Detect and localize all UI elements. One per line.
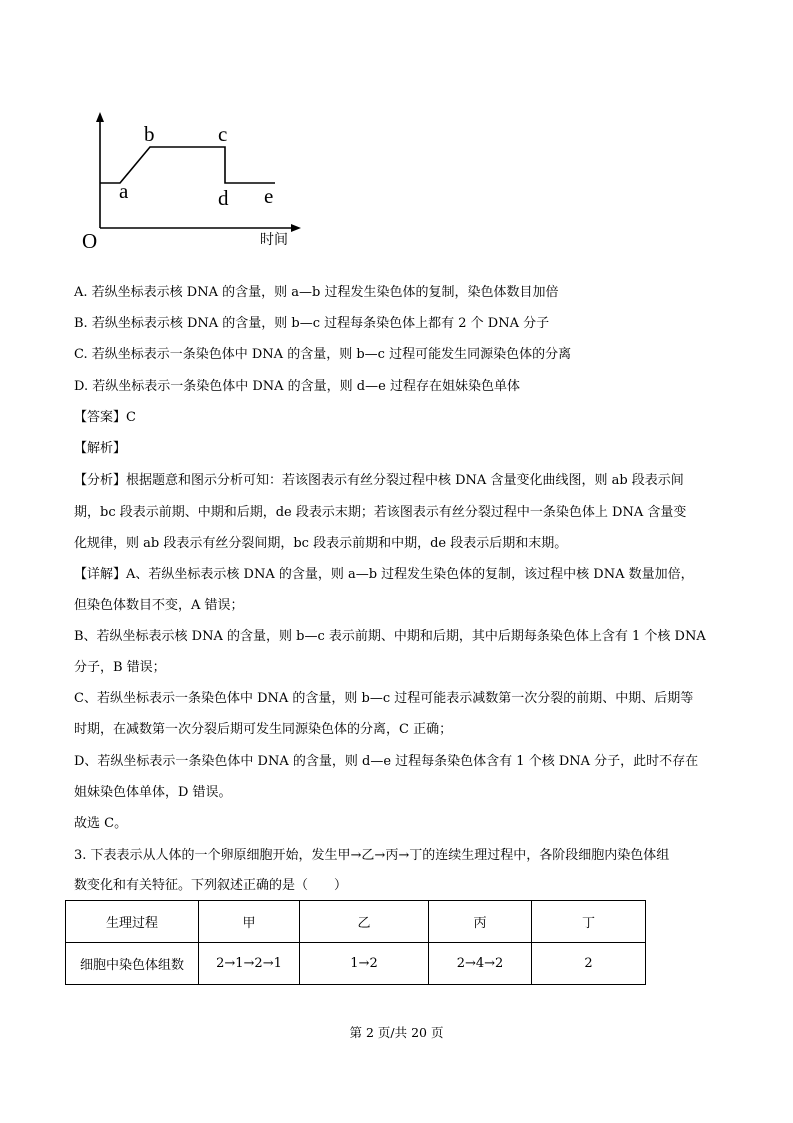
table-header-cell: 丁 <box>532 901 646 943</box>
table-header-cell: 甲 <box>199 901 300 943</box>
detail-line-1: 【详解】A、若纵坐标表示核 DNA 的含量，则 a—b 过程发生染色体的复制，该过程中核 DNA 数量加倍， <box>74 567 694 582</box>
table-header-cell: 乙 <box>300 901 429 943</box>
question3-line-2: 数变化和有关特征。下列叙述正确的是（ ） <box>74 878 348 893</box>
point-d-label: d <box>218 186 229 210</box>
table-cell: 2→4→2 <box>429 943 532 985</box>
table-row <box>66 943 646 985</box>
detail-line-5: C、若纵坐标表示一条染色体中 DNA 的含量，则 b—c 过程可能表示减数第一次分裂的前期、中期、后期等 <box>74 691 694 706</box>
dna-content-graph <box>82 108 312 258</box>
option-d: D. 若纵坐标表示一条染色体中 DNA 的含量，则 d—e 过程存在姐妹染色单体 <box>74 379 520 394</box>
detail-line-2: 但染色体数目不变，A 错误； <box>74 598 244 613</box>
table-cell: 2 <box>532 943 646 985</box>
chromosome-set-table <box>65 900 646 985</box>
table-cell: 细胞中染色体组数 <box>66 943 199 985</box>
table-cell: 1→2 <box>300 943 429 985</box>
x-axis-label: 时间 <box>260 232 288 248</box>
x-axis-arrow <box>291 224 301 232</box>
option-a: A. 若纵坐标表示核 DNA 的含量，则 a—b 过程发生染色体的复制，染色体数目加倍 <box>74 285 559 300</box>
point-b-label: b <box>144 122 155 146</box>
point-c-label: c <box>218 122 228 146</box>
y-axis-arrow <box>96 112 104 122</box>
question3-line-1: 3. 下表表示从人体的一个卵原细胞开始，发生甲→乙→丙→丁的连续生理过程中，各阶段细胞内染色体组 <box>74 848 670 863</box>
detail-line-8: 姐妹染色体单体，D 错误。 <box>74 785 232 800</box>
detail-line-9: 故选 C。 <box>74 816 128 831</box>
point-a-label: a <box>119 179 129 203</box>
detail-line-6: 时期，在减数第一次分裂后期可发生同源染色体的分离，C 正确； <box>74 722 453 737</box>
analysis-line-1: 【分析】根据题意和图示分析可知：若该图表示有丝分裂过程中核 DNA 含量变化曲线图，则 ab 段表示间 <box>74 473 684 488</box>
detail-line-4: 分子，B 错误； <box>74 660 166 675</box>
table-header-cell: 丙 <box>429 901 532 943</box>
content-curve <box>100 147 275 183</box>
table-header-cell: 生理过程 <box>66 901 199 943</box>
table-cell: 2→1→2→1 <box>199 943 300 985</box>
option-c: C. 若纵坐标表示一条染色体中 DNA 的含量，则 b—c 过程可能发生同源染色体的分离 <box>74 347 572 362</box>
analysis-line-3: 化规律，则 ab 段表示有丝分裂间期，bc 段表示前期和中期，de 段表示后期和末期。 <box>74 536 568 551</box>
answer-label: 【答案】C <box>74 410 136 425</box>
page-footer: 第 2 页/共 20 页 <box>349 1025 444 1040</box>
detail-line-3: B、若纵坐标表示核 DNA 的含量，则 b—c 表示前期、中期和后期，其中后期每条染色体上含有 1 个核 DNA <box>74 629 706 644</box>
analysis-title: 【解析】 <box>74 441 127 456</box>
detail-line-7: D、若纵坐标表示一条染色体中 DNA 的含量，则 d—e 过程每条染色体含有 1 个核 DNA 分子，此时不存在 <box>74 754 699 769</box>
origin-label: O <box>82 229 98 253</box>
table-header-row <box>66 901 646 943</box>
analysis-line-2: 期，bc 段表示前期、中期和后期，de 段表示末期；若该图表示有丝分裂过程中一条染色体上 DNA 含量变 <box>74 505 687 520</box>
point-e-label: e <box>264 184 274 208</box>
option-b: B. 若纵坐标表示核 DNA 的含量，则 b—c 过程每条染色体上都有 2 个 DNA 分子 <box>74 316 550 331</box>
